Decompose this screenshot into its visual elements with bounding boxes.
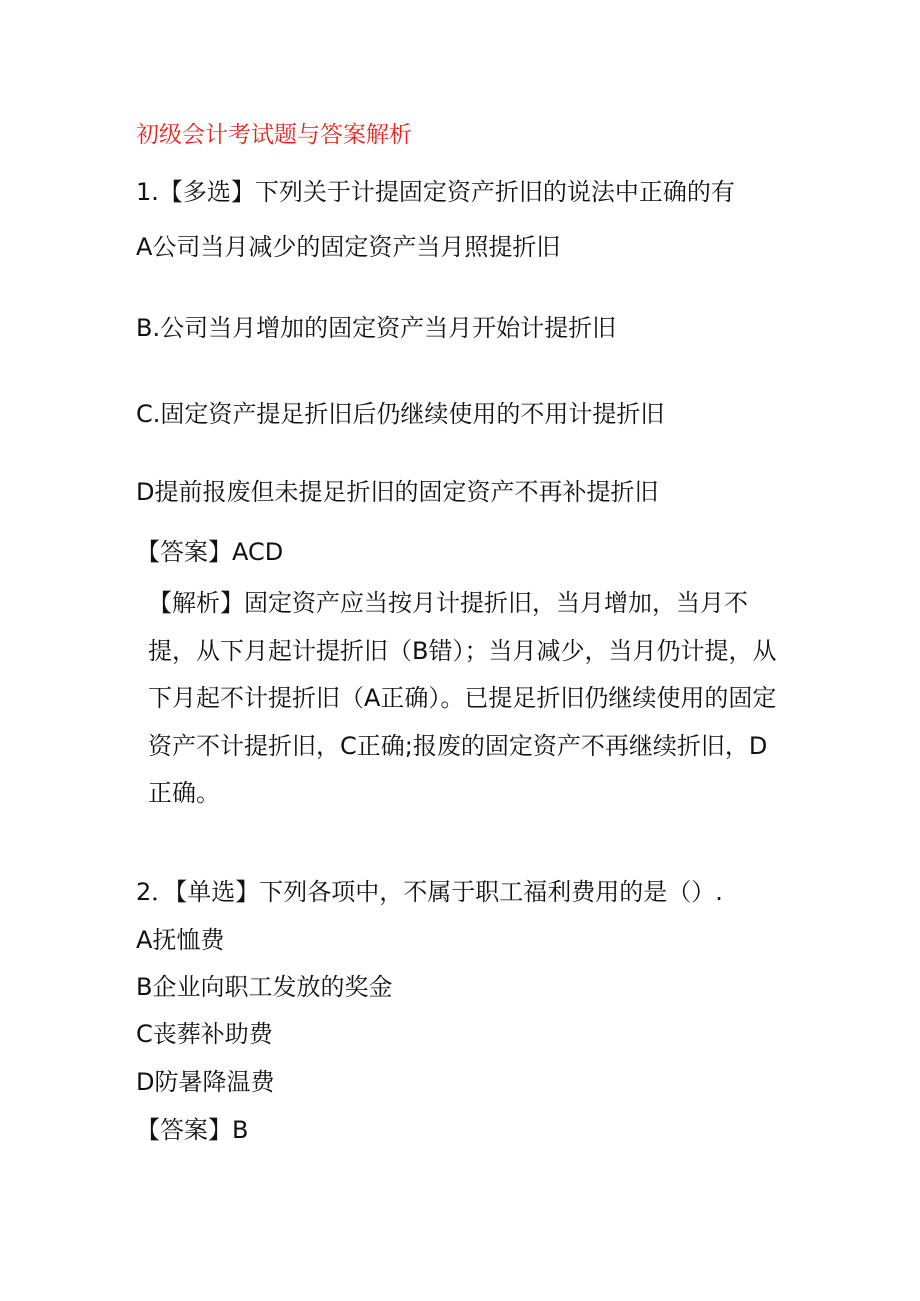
- question-1-answer: 【答案】ACD: [136, 538, 284, 566]
- question-1-option-b: B.公司当月增加的固定资产当月开始计提折旧: [136, 314, 617, 342]
- document-title: 初级会计考试题与答案解析: [136, 122, 412, 148]
- question-2-option-c: C丧葬补助费: [136, 1020, 273, 1048]
- question-1-text: 1.【多选】下列关于计提固定资产折旧的说法中正确的有: [136, 178, 735, 206]
- question-2-option-b: B企业向职工发放的奖金: [136, 973, 393, 1001]
- question-1-option-c: C.固定资产提足折旧后仍继续使用的不用计提折旧: [136, 400, 665, 428]
- question-2-text: 2．【单选】下列各项中，不属于职工福利费用的是（）.: [136, 878, 723, 906]
- question-2-option-d: D防暑降温费: [136, 1068, 275, 1096]
- question-1-option-a: A公司当月减少的固定资产当月照提折旧: [136, 233, 561, 261]
- question-2-answer: 【答案】B: [136, 1116, 249, 1144]
- question-1-option-d: D提前报废但未提足折旧的固定资产不再补提折旧: [136, 478, 659, 506]
- question-1-analysis: [136, 580, 791, 818]
- question-2-option-a: A抚恤费: [136, 926, 225, 954]
- analysis-text: 【解析】固定资产应当按月计提折旧，当月增加，当月不提，从下月起计提折旧（B错）；当月减少，当月仍计提，从下月起不计提折旧（A正确）。已提足折旧仍继续使用的固定资产不计提折旧，C正确;报废的固定资产不再继续折旧，D正确。: [148, 589, 777, 807]
